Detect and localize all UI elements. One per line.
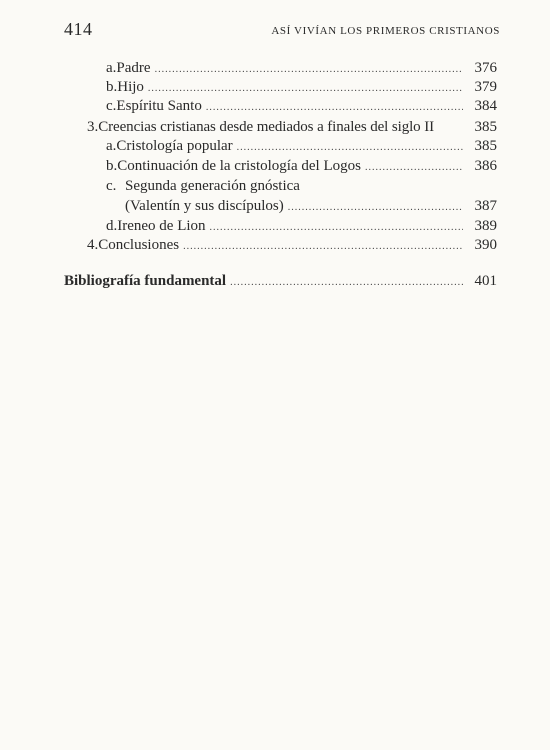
- toc-page: 387: [474, 198, 497, 214]
- dot-leader: [206, 98, 463, 118]
- dot-leader: [288, 198, 463, 218]
- toc-marker: b.: [106, 158, 118, 174]
- toc-label: Segunda generación gnóstica: [125, 178, 300, 194]
- toc-marker: c.: [106, 178, 117, 194]
- toc-page: 389: [474, 218, 497, 234]
- toc-label: Ireneo de Lion: [117, 218, 206, 234]
- dot-leader: [183, 237, 463, 257]
- toc-page: 385: [474, 119, 497, 135]
- toc-label: Padre: [116, 60, 151, 76]
- toc-page: 376: [474, 60, 497, 76]
- dot-leader: [230, 273, 463, 293]
- toc-marker: c.: [106, 98, 117, 114]
- page-number: 414: [64, 19, 93, 39]
- dot-leader: [365, 158, 463, 178]
- toc-page: 390: [474, 237, 497, 253]
- toc-entry: [106, 96, 497, 118]
- toc-page: 386: [474, 158, 497, 174]
- toc-marker: 4.: [87, 237, 99, 253]
- toc-page: 385: [474, 138, 497, 154]
- toc-marker: b.: [106, 79, 118, 95]
- toc-label: Continuación de la cristología del Logos: [117, 158, 361, 174]
- toc-entry: [64, 271, 497, 293]
- toc-marker: d.: [106, 218, 118, 234]
- toc-marker: 3.: [87, 119, 99, 135]
- toc-entry: [106, 156, 497, 178]
- toc-page: 384: [474, 98, 497, 114]
- toc-label: Cristología popular: [116, 138, 233, 154]
- toc-label: Espíritu Santo: [116, 98, 202, 114]
- toc-entry: [106, 176, 497, 196]
- toc-entry: [125, 196, 497, 218]
- running-head: ASÍ VIVÍAN LOS PRIMEROS CRISTIANOS: [271, 25, 500, 37]
- toc-label: Bibliografía fundamental: [64, 273, 227, 289]
- toc-label: Creencias cristianas desde mediados a finales del siglo II: [98, 119, 435, 135]
- toc-label: Hijo: [117, 79, 144, 95]
- toc-entry: [87, 235, 497, 257]
- toc-label: (Valentín y sus discípulos): [125, 198, 284, 214]
- toc-page: 401: [474, 273, 497, 289]
- dot-leader: [237, 138, 463, 158]
- toc-label: Conclusiones: [98, 237, 180, 253]
- toc-entry: [106, 136, 497, 158]
- toc-page: 379: [474, 79, 497, 95]
- toc-marker: a.: [106, 138, 117, 154]
- toc-marker: a.: [106, 60, 117, 76]
